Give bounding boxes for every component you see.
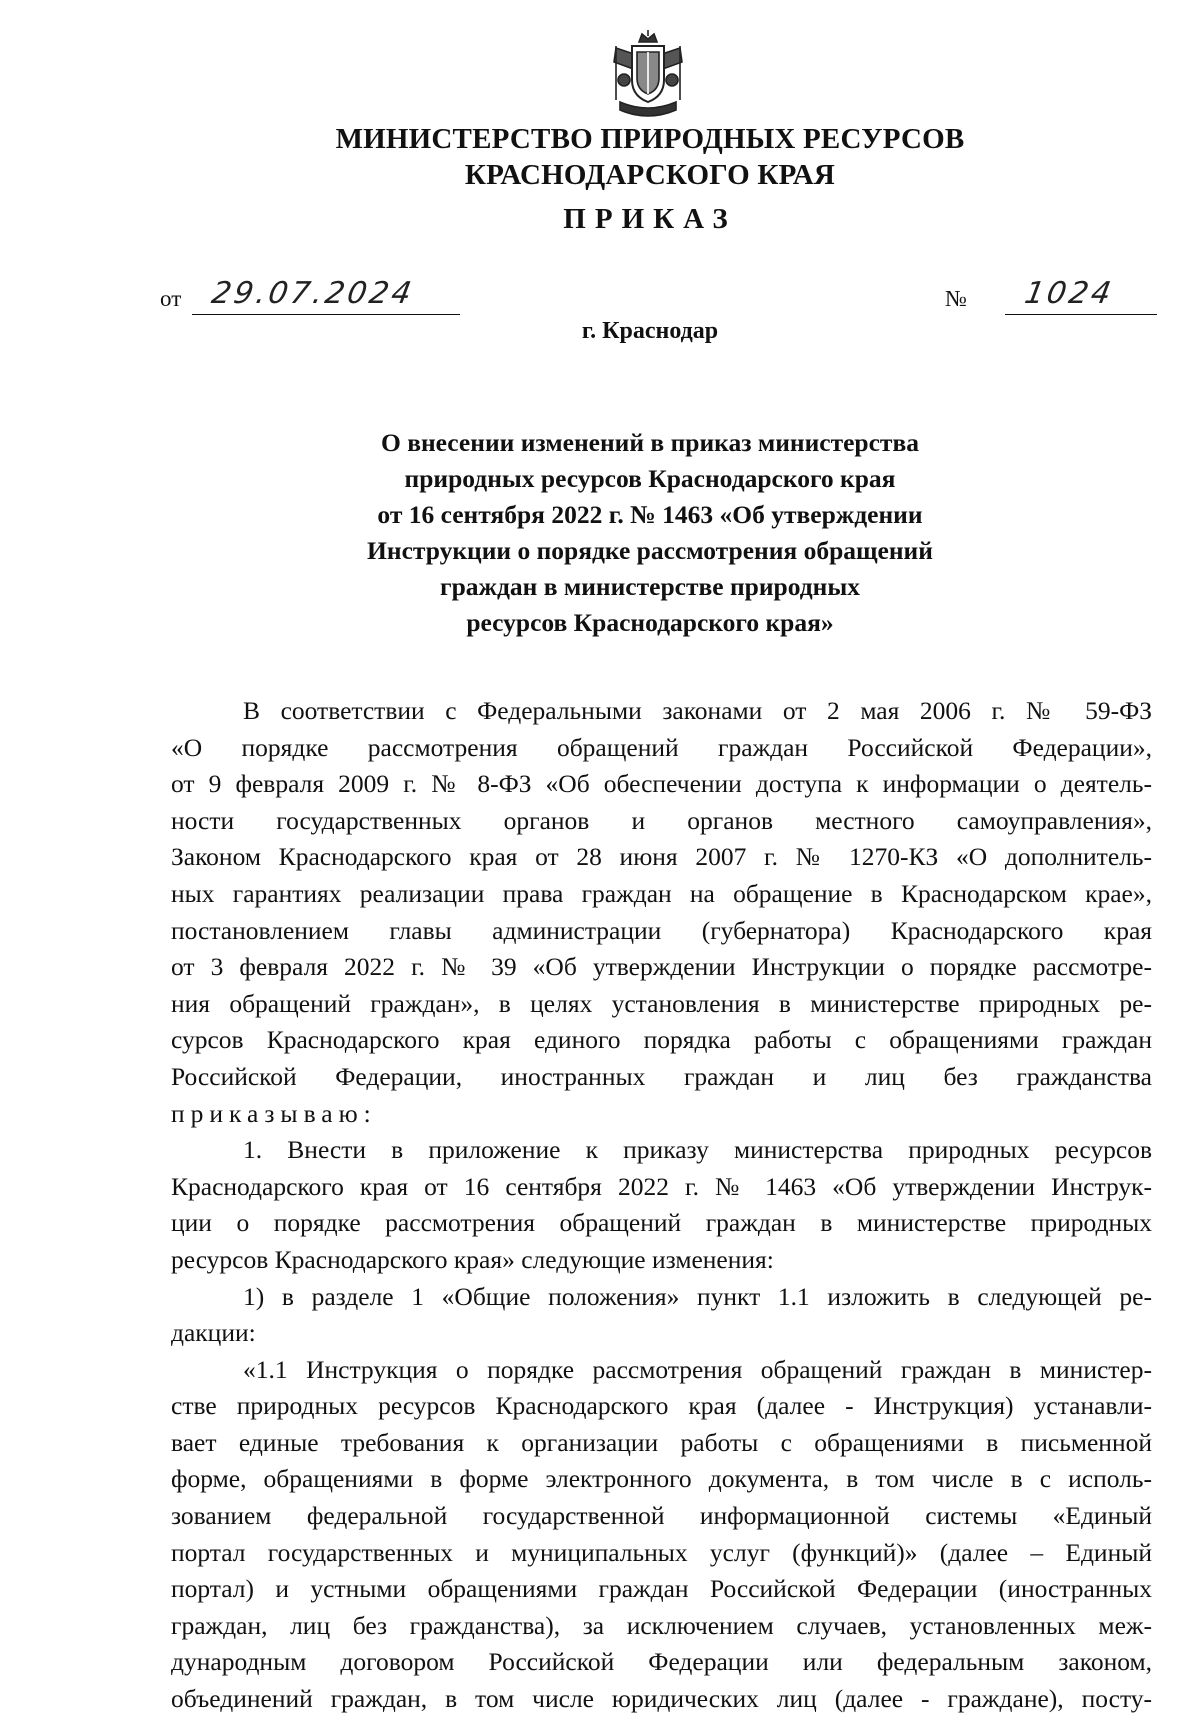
body-line: В соответствии с Федеральными законами от 2 мая 2006 г. № 59-ФЗ <box>243 696 1152 725</box>
body-line: стве природных ресурсов Краснодарского края (далее - Инструкция) устанавли- <box>171 1391 1152 1421</box>
handwritten-number: 1024 <box>1021 276 1117 311</box>
document-title <box>0 425 1200 641</box>
body-line: дакции: <box>171 1318 256 1348</box>
body-line: объединений граждан, в том числе юридических лиц (далее - граждане), посту- <box>171 1684 1152 1714</box>
body-line: зованием федеральной государственной информационной системы «Единый <box>171 1501 1152 1531</box>
body-line: сурсов Краснодарского края единого порядка работы с обращениями граждан <box>171 1025 1152 1055</box>
body-line: ресурсов Краснодарского края» следующие изменения: <box>171 1244 774 1274</box>
document-type: ПРИКАЗ <box>563 203 737 235</box>
date-label: от <box>160 286 182 311</box>
body-line: портал) и устными обращениями граждан Российской Федерации (иностранных <box>171 1574 1152 1604</box>
title-line: граждан в министерстве природных <box>440 572 860 601</box>
ministry-name-line1: МИНИСТЕРСТВО ПРИРОДНЫХ РЕСУРСОВ <box>335 123 965 155</box>
title-line: природных ресурсов Краснодарского края <box>404 464 896 493</box>
title-line: О внесении изменений в приказ министерства <box>381 428 919 457</box>
body-line: Законом Краснодарского края от 28 июня 2007 г. № 1270-КЗ «О дополнитель- <box>171 842 1152 872</box>
body-line: 1. Внести в приложение к приказу министерства природных ресурсов <box>243 1135 1152 1165</box>
body-line: от 3 февраля 2022 г. № 39 «Об утверждении Инструкции о порядке рассмотре- <box>171 952 1152 982</box>
body-line: ности государственных органов и органов местного самоуправления», <box>171 805 1152 835</box>
body-line: приказываю: <box>171 1098 377 1128</box>
body-line: «О порядке рассмотрения обращений граждан Российской Федерации», <box>171 732 1152 762</box>
coat-of-arms-icon <box>606 30 690 120</box>
date-number-row <box>160 272 1160 322</box>
body-line: форме, обращениями в форме электронного документа, в том числе в с исполь- <box>171 1464 1152 1494</box>
body-line: Российской Федерации, иностранных граждан и лиц без гражданства <box>171 1061 1152 1091</box>
document-body <box>171 693 1152 1718</box>
body-line: от 9 февраля 2009 г. № 8-ФЗ «Об обеспечении доступа к информации о деятель- <box>171 769 1152 799</box>
title-line: Инструкции о порядке рассмотрения обращений <box>367 536 933 565</box>
handwritten-date: 29.07.2024 <box>208 276 417 311</box>
date-field <box>192 272 460 315</box>
body-line: постановлением главы администрации (губернатора) Краснодарского края <box>171 915 1152 945</box>
title-line: ресурсов Краснодарского края» <box>466 608 834 637</box>
body-line: 1) в разделе 1 «Общие положения» пункт 1.1 изложить в следующей ре- <box>243 1281 1152 1311</box>
body-line: вает единые требования к организации работы с обращениями в письменной <box>171 1427 1152 1457</box>
title-line: от 16 сентября 2022 г. № 1463 «Об утверждении <box>377 500 923 529</box>
number-field <box>1005 272 1157 315</box>
body-line: ния обращений граждан», в целях установления в министерстве природных ре- <box>171 988 1152 1018</box>
body-line: «1.1 Инструкция о порядке рассмотрения обращений граждан в министер- <box>243 1354 1152 1384</box>
body-line: ции о порядке рассмотрения обращений граждан в министерстве природных <box>171 1208 1152 1238</box>
body-line: портал государственных и муниципальных услуг (функций)» (далее – Единый <box>171 1537 1152 1567</box>
number-label: № <box>945 286 967 311</box>
ministry-name-line2: КРАСНОДАРСКОГО КРАЯ <box>464 159 836 191</box>
body-line: ных гарантиях реализации права граждан на обращение в Краснодарском крае», <box>171 878 1152 908</box>
body-line: Краснодарского края от 16 сентября 2022 г. № 1463 «Об утверждении Инструк- <box>171 1171 1152 1201</box>
body-line: дународным договором Российской Федерации или федеральным законом, <box>171 1647 1152 1677</box>
city: г. Краснодар <box>581 318 719 344</box>
body-line: граждан, лиц без гражданства), за исключением случаев, установленных меж- <box>171 1610 1152 1640</box>
